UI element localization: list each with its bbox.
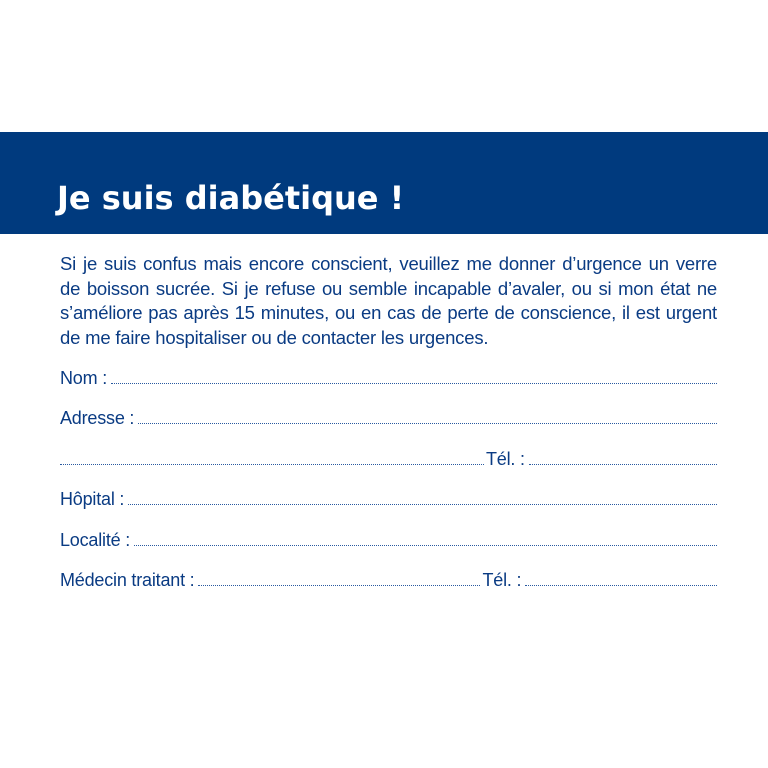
- localite-row: [60, 530, 717, 552]
- tel-label: Tél. :: [486, 449, 525, 469]
- adresse-label: Adresse :: [60, 408, 135, 428]
- medecin-row: [60, 570, 717, 592]
- tel2-label: Tél. :: [482, 570, 522, 590]
- localite-label: Localité :: [60, 530, 131, 550]
- nom-field[interactable]: [111, 368, 717, 384]
- adresse-field[interactable]: [138, 408, 717, 424]
- adresse-row: [60, 408, 717, 430]
- hopital-field[interactable]: [128, 489, 717, 505]
- nom-label: Nom :: [60, 368, 108, 388]
- emergency-instructions: Si je suis confus mais encore conscient, veuillez me donner d’urgence un verre de boisson sucrée. Si je refuse ou semble incapable d’avaler, ou si mon état ne s’améliore pas après 15 minutes, ou en cas de perte de conscience, il est urgent de me faire hospitaliser ou de contacter les urgences.: [60, 253, 717, 348]
- hopital-row: [60, 489, 717, 511]
- tel2-field[interactable]: [525, 570, 717, 586]
- adresse-line2-field[interactable]: [60, 449, 484, 465]
- medecin-label: Médecin traitant :: [60, 570, 195, 590]
- card-title: Je suis diabétique !: [57, 179, 405, 217]
- localite-field[interactable]: [134, 530, 717, 546]
- nom-row: [60, 368, 717, 390]
- adresse-tel-row: [60, 449, 717, 471]
- medecin-field[interactable]: [198, 570, 480, 586]
- hopital-label: Hôpital :: [60, 489, 125, 509]
- tel-field[interactable]: [529, 449, 717, 465]
